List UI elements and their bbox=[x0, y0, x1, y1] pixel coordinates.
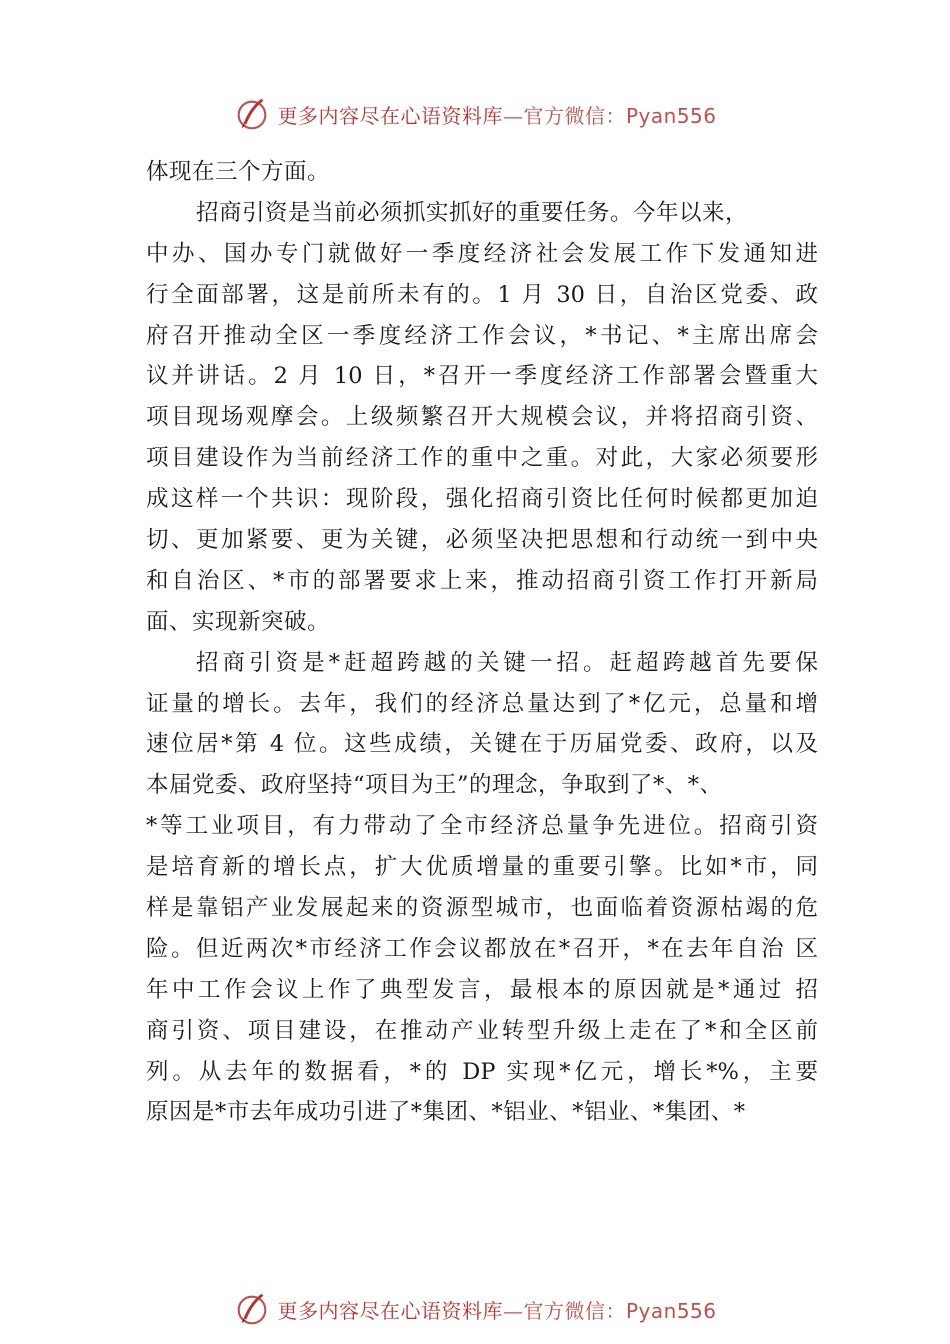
text-line: 体现在三个方面。 bbox=[146, 159, 331, 185]
text-line: 面、实现新突破。 bbox=[146, 608, 331, 635]
text-line: 行全面部署，这是前所未有的。1 月 30 日，自治区党委、政 bbox=[146, 281, 818, 308]
header-banner bbox=[0, 92, 950, 136]
text-line: 切、更加紧要、更为关键，必须坚决把思想和行动统一到中央 bbox=[146, 527, 818, 554]
footer-wechat-id: Pyan556 bbox=[625, 1298, 717, 1323]
text-line: 险。但近两次*市经济工作会议都放在*召开，*在去年自治 区 bbox=[146, 935, 818, 962]
quill-logo-icon bbox=[233, 1290, 271, 1328]
text-line: 本届党委、政府坚持“项目为王”的理念，争取到了*、*、 bbox=[146, 772, 723, 799]
text-line: 速位居*第 4 位。这些成绩，关键在于历届党委、政府，以及 bbox=[146, 731, 818, 758]
header-brand: 更多内容尽在心语资料库 bbox=[277, 103, 503, 128]
text-line: 样是靠铝产业发展起来的资源型城市，也面临着资源枯竭的危 bbox=[146, 895, 818, 922]
text-line: 府召开推动全区一季度经济工作会议，*书记、*主席出席会 bbox=[146, 322, 818, 349]
text-line: 是培育新的增长点，扩大优质增量的重要引擎。比如*市，同 bbox=[146, 854, 818, 881]
header-wechat-id: Pyan556 bbox=[625, 103, 717, 128]
text-line: 证量的增长。去年，我们的经济总量达到了*亿元，总量和增 bbox=[146, 690, 818, 717]
footer-banner bbox=[0, 1287, 950, 1331]
text-line: *等工业项目，有力带动了全市经济总量争先进位。招商引资 bbox=[146, 813, 818, 840]
text-line: 招商引资是当前必须抓实抓好的重要任务。今年以来， bbox=[196, 199, 749, 226]
footer-brand: 更多内容尽在心语资料库 bbox=[277, 1298, 503, 1323]
text-line: 项目建设作为当前经济工作的重中之重。对此，大家必须要形 bbox=[146, 445, 818, 472]
text-line: 和自治区、*市的部署要求上来，推动招商引资工作打开新局 bbox=[146, 567, 818, 594]
text-line: 原因是*市去年成功引进了*集团、*铝业、*铝业、*集团、* bbox=[146, 1099, 746, 1126]
footer-banner-text bbox=[277, 1295, 716, 1324]
document-body bbox=[146, 152, 818, 1133]
header-separator: — bbox=[502, 103, 524, 128]
text-line: 列。从去年的数据看，*的 DP 实现*亿元，增长*%，主要 bbox=[146, 1058, 818, 1085]
text-line: 商引资、项目建设，在推动产业转型升级上走在了*和全区前 bbox=[146, 1017, 818, 1044]
header-banner-text bbox=[277, 100, 716, 129]
text-line: 议并讲话。2 月 10 日，*召开一季度经济工作部署会暨重大 bbox=[146, 363, 818, 390]
text-line: 年中工作会议上作了典型发言，最根本的原因就是*通过 招 bbox=[146, 976, 818, 1003]
footer-separator: — bbox=[502, 1298, 524, 1323]
quill-logo-icon bbox=[233, 95, 271, 133]
header-wechat-label: 官方微信： bbox=[523, 103, 626, 128]
text-line: 中办、国办专门就做好一季度经济社会发展工作下发通知进 bbox=[146, 240, 818, 267]
footer-wechat-label: 官方微信： bbox=[523, 1298, 626, 1323]
text-line: 成这样一个共识：现阶段，强化招商引资比任何时候都更加迫 bbox=[146, 486, 818, 513]
text-line: 项目现场观摩会。上级频繁召开大规模会议，并将招商引资、 bbox=[146, 404, 818, 431]
text-line: 招商引资是*赶超跨越的关键一招。赶超跨越首先要保 bbox=[196, 649, 818, 676]
